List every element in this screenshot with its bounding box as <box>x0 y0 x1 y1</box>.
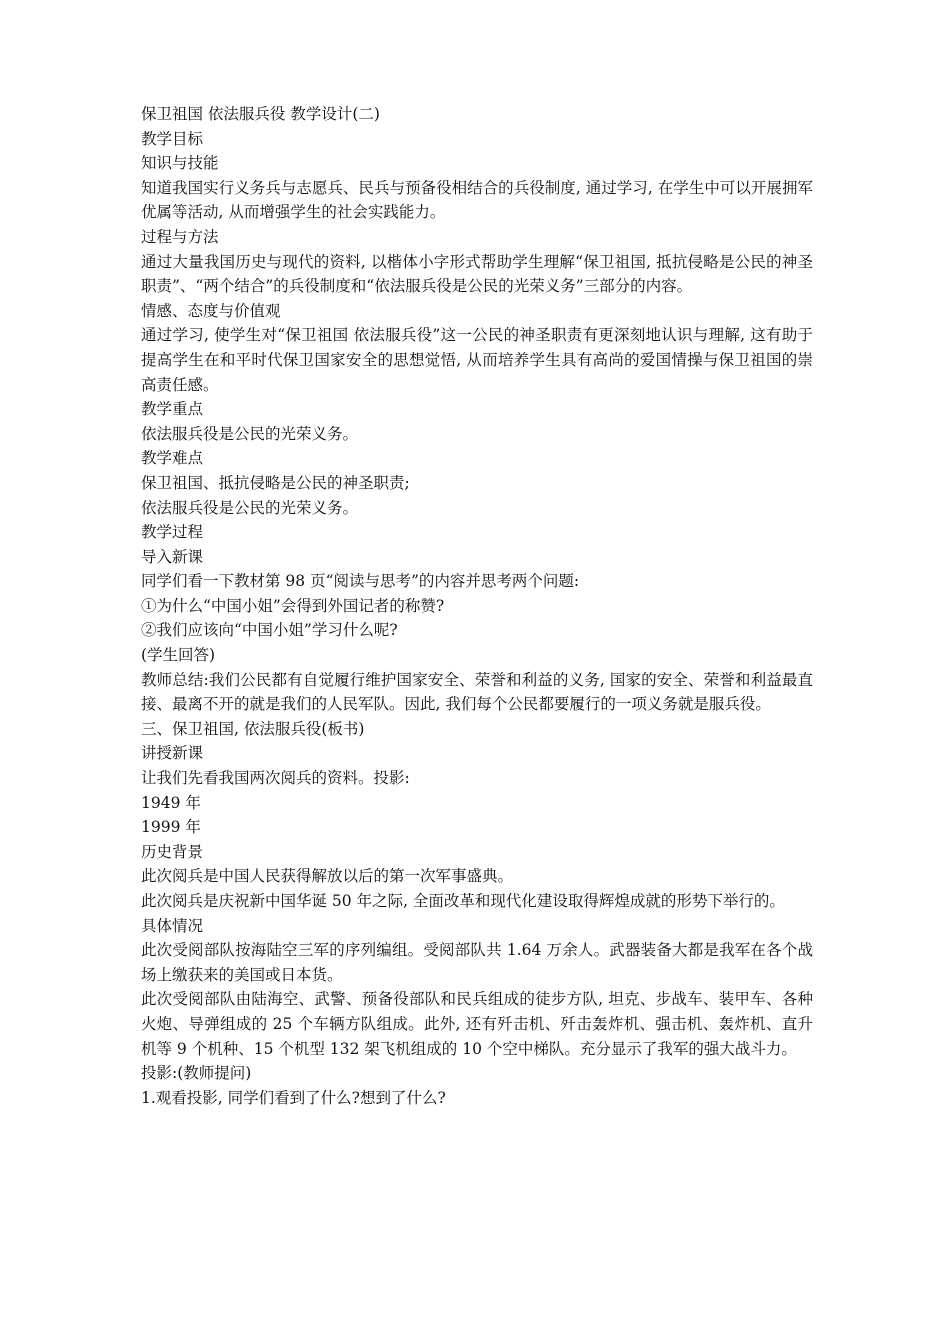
paragraph-process-method: 通过大量我国历史与现代的资料, 以楷体小字形式帮助学生理解“保卫祖国, 抵抗侵略是公民的神圣职责”、“两个结合”的兵役制度和“依法服兵役是公民的光荣义务”三部分的内容。 <box>141 252 813 296</box>
intro-instruction: 同学们看一下教材第 98 页“阅读与思考”的内容并思考两个问题: <box>141 572 580 591</box>
projection-teacher-question: 投影:(教师提问) <box>141 1064 252 1083</box>
key-point-text: 依法服兵役是公民的光荣义务。 <box>141 424 359 443</box>
details-1949: 此次受阅部队按海陆空三军的序列编组。受阅部队共 1.64 万余人。武器装备大都是我军在各个战场上缴获来的美国或日本货。 <box>141 941 813 984</box>
document-title: 保卫祖国 依法服兵役 教学设计(二) <box>141 105 380 123</box>
section-heading-key-points: 教学重点 <box>141 400 204 419</box>
subheading-intro: 导入新课 <box>141 547 204 566</box>
paragraph-teacher-summary: 教师总结:我们公民都有自觉履行维护国家安全、荣誉和利益的义务, 国家的安全、荣誉和利益最直接、最离不开的就是我们的人民军队。因此, 我们每个公民都要履行的一项义务就是服兵役。 <box>141 670 813 714</box>
section-heading-difficulties: 教学难点 <box>141 449 204 468</box>
section-heading-teaching-process: 教学过程 <box>141 523 204 542</box>
section-heading-teaching-goals: 教学目标 <box>141 129 204 148</box>
subheading-new-lesson: 讲授新课 <box>141 744 204 763</box>
year-1949: 1949 年 <box>141 793 201 812</box>
difficulty-text-2: 依法服兵役是公民的光荣义务。 <box>141 498 359 517</box>
paragraph-emotion-values: 通过学习, 使学生对“保卫祖国 依法服兵役”这一公民的神圣职责有更深刻地认识与理解, 这有助于提高学生在和平时代保卫国家安全的思想觉悟, 从而培养学生具有高尚的爱国情操与保卫祖国的崇高责任感。 <box>141 326 813 394</box>
board-heading: 三、保卫祖国, 依法服兵役(板书) <box>141 719 365 738</box>
paragraph-knowledge-skills: 知道我国实行义务兵与志愿兵、民兵与预备役相结合的兵役制度, 通过学习, 在学生中可以开展拥军优属等活动, 从而增强学生的社会实践能力。 <box>141 178 813 222</box>
question-observe-projection: 1.观看投影, 同学们看到了什么?想到了什么? <box>141 1088 446 1107</box>
subheading-process-method: 过程与方法 <box>141 227 219 246</box>
subheading-historical-background: 历史背景 <box>141 842 204 861</box>
year-1999: 1999 年 <box>141 818 201 837</box>
difficulty-text-1: 保卫祖国、抵抗侵略是公民的神圣职责; <box>141 473 410 492</box>
question-1: ①为什么“中国小姐”会得到外国记者的称赞? <box>141 596 445 615</box>
document-page <box>141 102 813 1110</box>
subheading-details: 具体情况 <box>141 916 204 935</box>
background-1999: 此次阅兵是庆祝新中国华诞 50 年之际, 全面改革和现代化建设取得辉煌成就的形势下举行的。 <box>141 892 785 910</box>
parade-intro: 让我们先看我国两次阅兵的资料。投影: <box>141 769 410 788</box>
subheading-knowledge-skills: 知识与技能 <box>141 154 219 173</box>
background-1949: 此次阅兵是中国人民获得解放以后的第一次军事盛典。 <box>141 867 514 886</box>
question-2: ②我们应该向“中国小姐”学习什么呢? <box>141 621 398 640</box>
subheading-emotion-values: 情感、态度与价值观 <box>141 301 281 320</box>
student-answer-note: (学生回答) <box>141 646 216 665</box>
details-1999: 此次受阅部队由陆海空、武警、预备役部队和民兵组成的徒步方队, 坦克、步战车、装甲车、各种火炮、导弹组成的 25 个车辆方队组成。此外, 还有歼击机、歼击轰炸机、强击机、轰炸机、直升机等 9 个机种、15 个机型 132 架飞机组成的 10 个空中梯队。充分显示了我军的强大战斗力。 <box>141 990 813 1058</box>
